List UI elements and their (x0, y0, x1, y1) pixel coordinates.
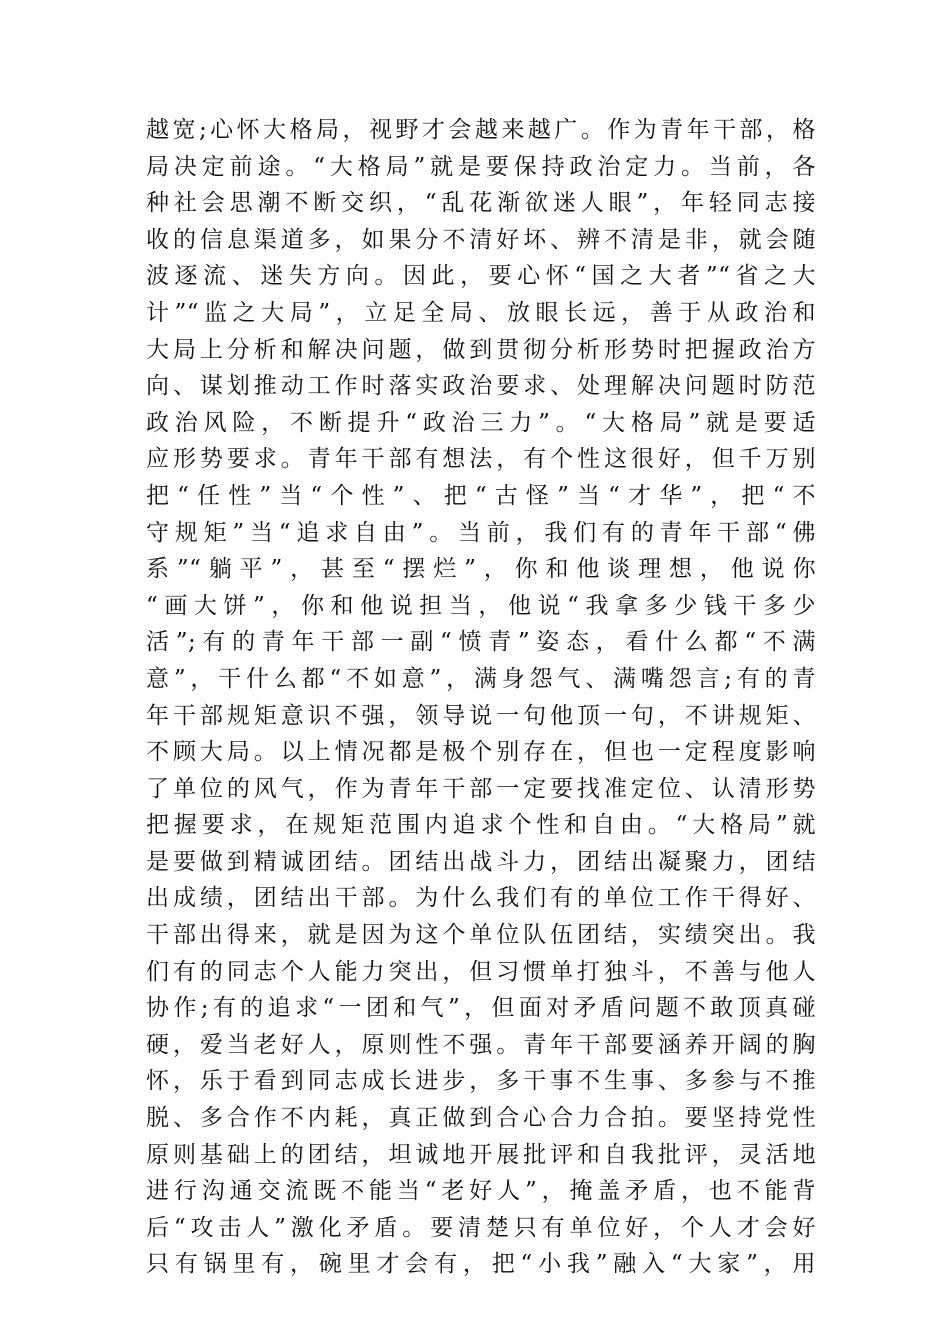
text-line: 干部出得来，就是因为这个单位队伍团结，实绩突出。我 (146, 922, 816, 949)
text-line: 政治风险，不断提升“政治三力”。“大格局”就是要适 (146, 409, 816, 436)
text-line: 系”“躺平”，甚至“摆烂”，你和他谈理想，他说你 (146, 556, 816, 583)
text-line: 把握要求，在规矩范围内追求个性和自由。“大格局”就 (146, 812, 816, 839)
text-line: 应形势要求。青年干部有想法，有个性这很好，但千万别 (146, 446, 816, 473)
text-line: 计”“监之大局”，立足全局、放眼长远，善于从政治和 (146, 299, 816, 326)
text-line: 守规矩”当“追求自由”。当前，我们有的青年干部“佛 (146, 519, 816, 546)
body-paragraph (146, 112, 816, 1283)
text-line: 们有的同志个人能力突出，但习惯单打独斗，不善与他人 (146, 958, 816, 985)
text-line: 越宽;心怀大格局，视野才会越来越广。作为青年干部，格 (146, 117, 816, 143)
text-line: 不顾大局。以上情况都是极个别存在，但也一定程度影响 (146, 739, 816, 766)
text-line: 只有锅里有，碗里才会有，把“小我”融入“大家”，用 (146, 1251, 816, 1278)
text-line: 收的信息渠道多，如果分不清好坏、辨不清是非，就会随 (146, 226, 816, 253)
text-line: 大局上分析和解决问题，做到贯彻分析形势时把握政治方 (146, 336, 816, 363)
text-line: 向、谋划推动工作时落实政治要求、处理解决问题时防范 (146, 373, 816, 400)
text-line: 意”，干什么都“不如意”，满身怨气、满嘴怨言;有的青 (146, 665, 816, 692)
text-line: 后“攻击人”激化矛盾。要清楚只有单位好，个人才会好 (146, 1214, 816, 1241)
text-line: “画大饼”，你和他说担当，他说“我拿多少钱干多少 (146, 592, 816, 619)
text-line: 怀，乐于看到同志成长进步，多干事不生事、多参与不推 (146, 1068, 816, 1095)
text-line: 局决定前途。“大格局”就是要保持政治定力。当前，各 (146, 153, 816, 180)
text-line: 种社会思潮不断交织，“乱花渐欲迷人眼”，年轻同志接 (146, 190, 816, 217)
text-line: 出成绩，团结出干部。为什么我们有的单位工作干得好、 (146, 885, 816, 912)
text-line: 年干部规矩意识不强，领导说一句他顶一句，不讲规矩、 (146, 702, 816, 729)
text-line: 原则基础上的团结，坦诚地开展批评和自我批评，灵活地 (146, 1141, 816, 1168)
text-line: 协作;有的追求“一团和气”，但面对矛盾问题不敢顶真碰 (146, 995, 816, 1022)
text-line: 进行沟通交流既不能当“老好人”，掩盖矛盾，也不能背 (146, 1178, 816, 1205)
text-line: 了单位的风气，作为青年干部一定要找准定位、认清形势 (146, 775, 816, 802)
text-line: 波逐流、迷失方向。因此，要心怀“国之大者”“省之大 (146, 263, 816, 290)
text-line: 脱、多合作不内耗，真正做到合心合力合拍。要坚持党性 (146, 1105, 816, 1132)
text-line: 把“任性”当“个性”、把“古怪”当“才华”，把“不 (146, 482, 816, 509)
text-line: 活”;有的青年干部一副“愤青”姿态，看什么都“不满 (146, 629, 816, 656)
text-line: 是要做到精诚团结。团结出战斗力，团结出凝聚力，团结 (146, 848, 816, 875)
text-line: 硬，爱当老好人，原则性不强。青年干部要涵养开阔的胸 (146, 1031, 816, 1058)
